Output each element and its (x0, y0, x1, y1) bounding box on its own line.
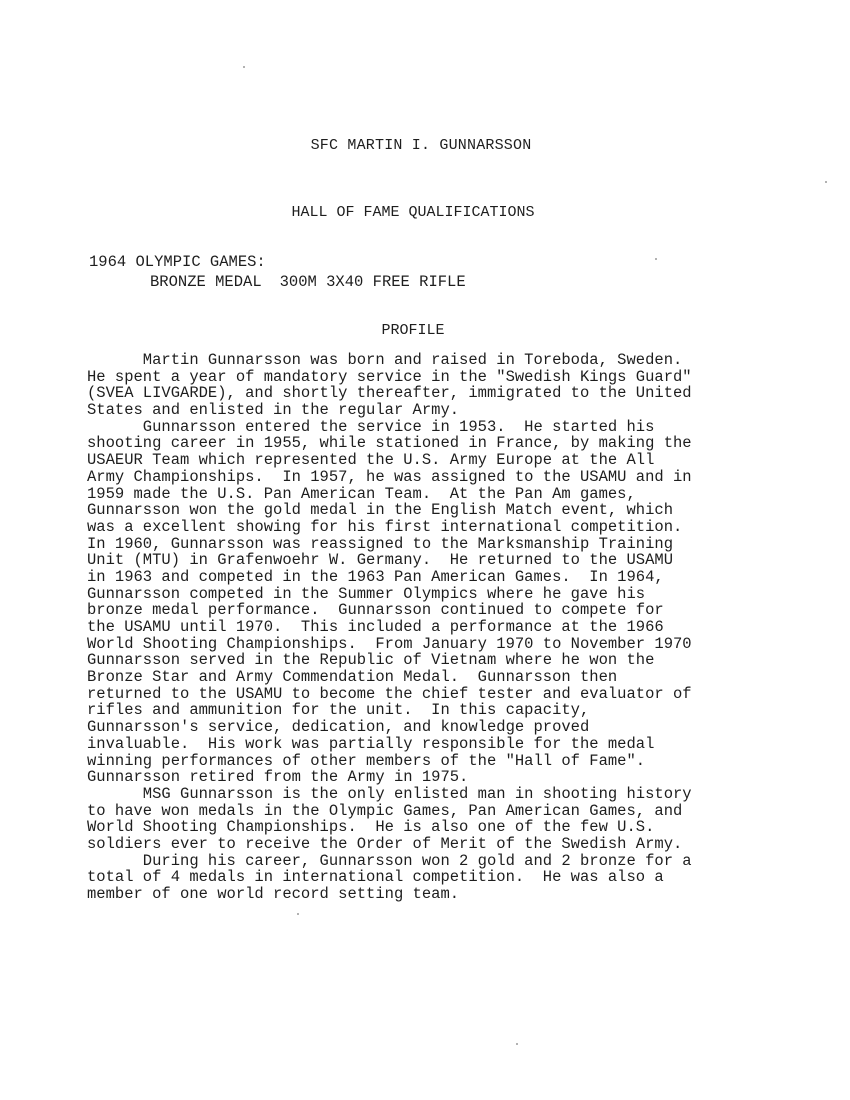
profile-line: Gunnarsson retired from the Army in 1975. (87, 768, 469, 787)
scan-speck (655, 258, 657, 260)
profile-body (87, 352, 757, 903)
profile-line: Army Championships. In 1957, he was assigned to the USAMU and in (87, 467, 692, 486)
olympic-discipline: 300M 3X40 FREE RIFLE (279, 273, 466, 291)
profile-line: winning performances of other members of the "Hall of Fame". (87, 751, 646, 770)
profile-line: Bronze Star and Army Commendation Medal. Gunnarsson then (87, 668, 618, 687)
profile-line: was a excellent showing for his first international competition. (87, 517, 683, 536)
profile-line: soldiers ever to receive the Order of Merit of the Swedish Army. (87, 834, 683, 853)
scan-speck (297, 913, 299, 915)
profile-line: World Shooting Championships. He is also one of the few U.S. (87, 818, 655, 837)
profile-line: States and enlisted in the regular Army. (87, 401, 460, 420)
section-heading-profile: PROFILE (381, 322, 445, 339)
scan-speck (516, 1043, 518, 1045)
profile-line: In 1960, Gunnarsson was reassigned to the Marksmanship Training (87, 534, 673, 553)
olympic-qualification (89, 252, 466, 292)
profile-line: Gunnarsson served in the Republic of Vietnam where he won the (87, 651, 655, 670)
scan-speck (243, 66, 245, 68)
profile-line: World Shooting Championships. From January 1970 to November 1970 (87, 634, 692, 653)
olympic-event: 1964 OLYMPIC GAMES: (89, 253, 266, 271)
profile-line: During his career, Gunnarsson won 2 gold and 2 bronze for a (87, 851, 692, 870)
profile-line: invaluable. His work was partially responsible for the medal (87, 734, 655, 753)
profile-line: to have won medals in the Olympic Games, Pan American Games, and (87, 801, 683, 820)
profile-line: 1959 made the U.S. Pan American Team. At the Pan Am games, (87, 484, 636, 503)
profile-line: the USAMU until 1970. This included a performance at the 1966 (87, 618, 664, 636)
document-name: SFC MARTIN I. GUNNARSSON (310, 137, 532, 154)
profile-line: Gunnarsson entered the service in 1953. He started his (87, 417, 655, 436)
profile-line: Martin Gunnarsson was born and raised in Toreboda, Sweden. (87, 351, 683, 369)
profile-line: (SVEA LIVGARDE), and shortly thereafter, immigrated to the United (87, 384, 692, 403)
profile-line: bronze medal performance. Gunnarsson continued to compete for (87, 601, 664, 620)
olympic-medal: BRONZE MEDAL (150, 273, 262, 291)
profile-line: in 1963 and competed in the 1963 Pan American Games. In 1964, (87, 567, 664, 586)
scan-speck (825, 181, 827, 183)
profile-line: Gunnarsson competed in the Summer Olympics where he gave his (87, 584, 646, 603)
profile-line: returned to the USAMU to become the chief tester and evaluator of (87, 684, 692, 703)
profile-line: USAEUR Team which represented the U.S. Army Europe at the All (87, 451, 655, 470)
profile-line: He spent a year of mandatory service in the "Swedish Kings Guard" (87, 367, 692, 386)
olympic-medal-line (89, 272, 466, 292)
document-subtitle: HALL OF FAME QUALIFICATIONS (291, 204, 535, 221)
profile-line: total of 4 medals in international competition. He was also a (87, 868, 664, 887)
profile-line: rifles and ammunition for the unit. In this capacity, (87, 701, 590, 720)
profile-line: MSG Gunnarsson is the only enlisted man in shooting history (87, 784, 692, 803)
profile-line: shooting career in 1955, while stationed in France, by making the (87, 434, 692, 453)
profile-line: Unit (MTU) in Grafenwoehr W. Germany. He returned to the USAMU (87, 551, 673, 570)
profile-line: Gunnarsson's service, dedication, and knowledge proved (87, 718, 590, 737)
profile-line: member of one world record setting team. (87, 885, 460, 903)
profile-line: Gunnarsson won the gold medal in the English Match event, which (87, 501, 673, 520)
